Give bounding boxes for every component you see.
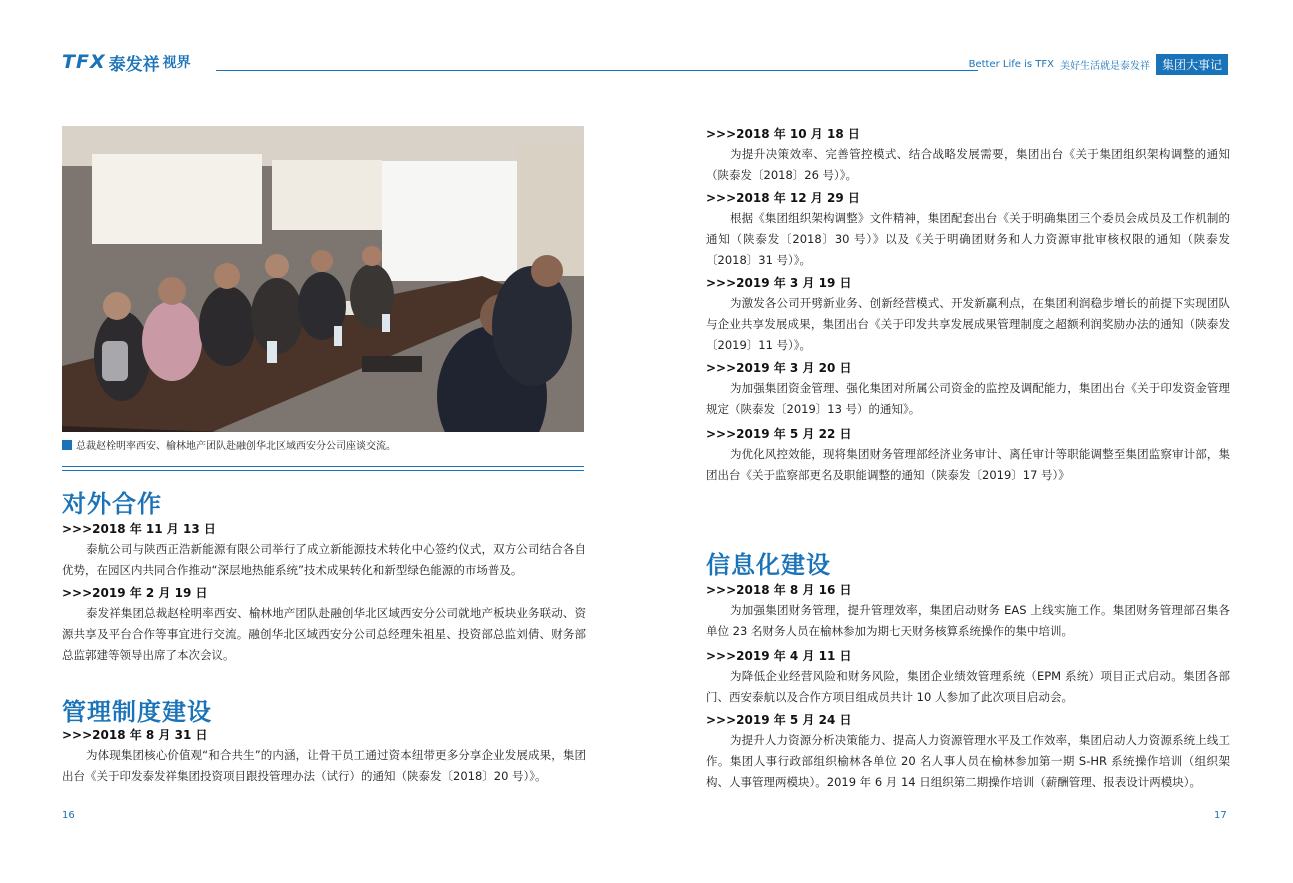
caption-marker xyxy=(62,440,72,450)
entry-text: 为加强集团资金管理、强化集团对所属公司资金的监控及调配能力，集团出台《关于印发资金管理规定（陕泰发〔2019〕13 号）的通知》。 xyxy=(706,381,1230,416)
informatization-entry xyxy=(706,647,1230,708)
entry-text: 为提升人力资源分析决策能力、提高人力资源管理水平及工作效率，集团启动人力资源系统上线工作。集团人事行政部组织榆林各单位 20 名人事人员在榆林参加第一期 S-HR 系统操作培训（组织架构、人事管理两模块）。2019 年 6 月 14 日组织第二期操作培训（薪酬管理、报表设计两模块）。 xyxy=(706,733,1230,789)
entry-text: 根据《集团组织架构调整》文件精神，集团配套出台《关于明确集团三个委员会成员及工作机制的通知（陕泰发〔2018〕30 号）》以及《关于明确团财务和人力资源审批审核权限的通知（陕泰发〔2018〕31 号）》。 xyxy=(706,211,1230,267)
page-number-left: 16 xyxy=(62,810,75,821)
informatization-entry xyxy=(706,581,1230,642)
cooperation-entry xyxy=(62,520,586,581)
caption-text: 总裁赵栓明率西安、榆林地产团队赴融创华北区域西安分公司座谈交流。 xyxy=(76,441,396,452)
informatization-entry xyxy=(706,711,1230,793)
entry-date: >>>2019 年 4 月 11 日 xyxy=(706,649,852,663)
entry-date: >>>2018 年 8 月 16 日 xyxy=(706,583,852,597)
entry-text: 为提升决策效率、完善管控模式、结合战略发展需要，集团出台《关于集团组织架构调整的通知（陕泰发〔2018〕26 号）》。 xyxy=(706,147,1230,182)
entry-date: >>>2019 年 3 月 20 日 xyxy=(706,361,852,375)
entry-text: 为优化风控效能，现将集团财务管理部经济业务审计、离任审计等职能调整至集团监察审计部，集团出台《关于监察部更名及职能调整的通知（陕泰发〔2019〕17 号）》 xyxy=(706,447,1230,482)
header-rule xyxy=(216,70,978,71)
entry-date: >>>2019 年 2 月 19 日 xyxy=(62,586,208,600)
entry-text: 泰航公司与陕西正浩新能源有限公司举行了成立新能源技术转化中心签约仪式，双方公司结合各自优势，在园区内共同合作推动“深层地热能系统”技术成果转化和新型绿色能源的市场普及。 xyxy=(62,542,586,577)
entry-date: >>>2018 年 11 月 13 日 xyxy=(62,522,216,536)
entry-text: 为加强集团财务管理，提升管理效率，集团启动财务 EAS 上线实施工作。集团财务管理部召集各单位 23 名财务人员在榆林参加为期七天财务核算系统操作的集中培训。 xyxy=(706,603,1230,638)
management-entry xyxy=(706,274,1230,356)
section-badge: 集团大事记 xyxy=(1156,54,1228,75)
entry-text: 为体现集团核心价值观“和合共生”的内涵，让骨干员工通过资本纽带更多分享企业发展成果，集团出台《关于印发泰发祥集团投资项目跟投管理办法（试行）的通知（陕泰发〔2018〕20 号）》。 xyxy=(62,748,586,783)
caption-rule xyxy=(62,466,584,471)
logo-cn: 泰发祥 xyxy=(108,54,160,75)
entry-date: >>>2019 年 5 月 24 日 xyxy=(706,713,852,727)
entry-date: >>>2019 年 5 月 22 日 xyxy=(706,427,852,441)
management-entry xyxy=(706,425,1230,486)
entry-date: >>>2018 年 12 月 29 日 xyxy=(706,191,860,205)
management-entry xyxy=(706,189,1230,271)
brand-logo xyxy=(62,50,191,74)
section-title-informatization: 信息化建设 xyxy=(706,551,831,579)
logo-sub: 视界 xyxy=(162,55,191,71)
logo-tfx: TFX xyxy=(62,51,106,73)
entry-text: 为激发各公司开劈新业务、创新经营模式、开发新赢利点，在集团利润稳步增长的前提下实现团队与企业共享发展成果，集团出台《关于印发共享发展成果管理制度之超额利润奖励办法的通知（陕泰发〔2019〕11 号）》。 xyxy=(706,296,1230,352)
entry-text: 为降低企业经营风险和财务风险，集团企业绩效管理系统（EPM 系统）项目正式启动。集团各部门、西安泰航以及合作方项目组成员共计 10 人参加了此次项目启动会。 xyxy=(706,669,1230,704)
management-entry xyxy=(706,125,1230,186)
entry-date: >>>2018 年 10 月 18 日 xyxy=(706,127,860,141)
slogan-en: Better Life is TFX xyxy=(968,59,1054,70)
meeting-scene-illustration xyxy=(62,126,584,432)
cooperation-entry xyxy=(62,584,586,666)
page-number-right: 17 xyxy=(1214,810,1227,821)
slogan-cn: 美好生活就是泰发祥 xyxy=(1059,61,1150,72)
photo-caption xyxy=(62,437,396,452)
management-entry xyxy=(706,359,1230,420)
meeting-photo xyxy=(62,126,584,432)
entry-date: >>>2018 年 8 月 31 日 xyxy=(62,728,208,742)
entry-text: 泰发祥集团总裁赵栓明率西安、榆林地产团队赴融创华北区域西安分公司就地产板块业务联动、资源共享及平台合作等事宜进行交流。融创华北区域西安分公司总经理朱祖星、投资部总监刘倩、财务部总监郭建等领导出席了本次会议。 xyxy=(62,606,586,662)
entry-date: >>>2019 年 3 月 19 日 xyxy=(706,276,852,290)
section-title-management: 管理制度建设 xyxy=(62,698,212,726)
section-title-cooperation: 对外合作 xyxy=(62,490,162,518)
header-slogan xyxy=(969,54,1228,75)
management-entry xyxy=(62,726,586,787)
